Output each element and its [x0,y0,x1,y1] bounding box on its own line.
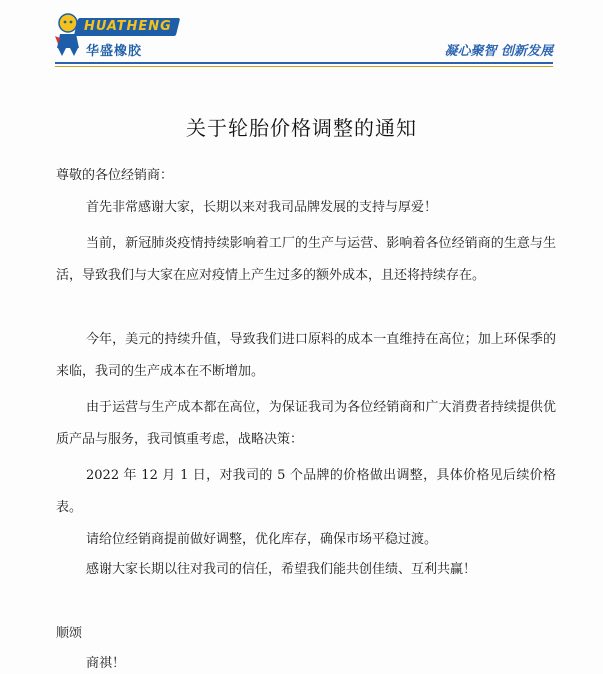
salutation: 尊敬的各位经销商： [56,168,174,183]
paragraph-pandemic: 当前，新冠肺炎疫情持续影响着工厂的生产与运营、影响着各位经销商的生意与生活，导致我们与大家在应对疫情上产生过多的额外成本，且还将持续存在。 [56,236,556,283]
closing-line-1: 顺颂 [56,626,83,641]
logo-wordmark: HUATHENG [84,19,172,34]
company-logo [52,10,182,62]
company-slogan: 凝心聚智 创新发展 [444,44,553,59]
header-divider-accent [55,66,553,67]
header-divider [55,62,553,64]
paragraph-decision: 由于运营与生产成本都在高位，为保证我司为各位经销商和广大消费者持续提供优质产品与服务，我司慎重考虑，战略决策： [56,400,556,447]
closing-line-2: 商祺！ [86,656,126,671]
paragraph-dollar: 今年，美元的持续升值，导致我们进口原料的成本一直维持在高位；加上环保季的来临，我司的生产成本在不断增加。 [56,332,556,379]
logo-chinese-name: 华盛橡胶 [86,44,143,59]
paragraph-effective-date: 2022 年 12 月 1 日，对我司的 5 个品牌的价格做出调整，具体价格见后续价格表。 [56,468,556,515]
notice-title: 关于轮胎价格调整的通知 [186,116,417,140]
paragraph-thanks: 首先非常感谢大家，长期以来对我司品牌发展的支持与厚爱！ [86,200,438,215]
paragraph-gratitude: 感谢大家长期以往对我司的信任，希望我们能共创佳绩、互利共赢！ [86,562,477,577]
paragraph-request: 请给位经销商提前做好调整，优化库存，确保市场平稳过渡。 [86,532,438,547]
